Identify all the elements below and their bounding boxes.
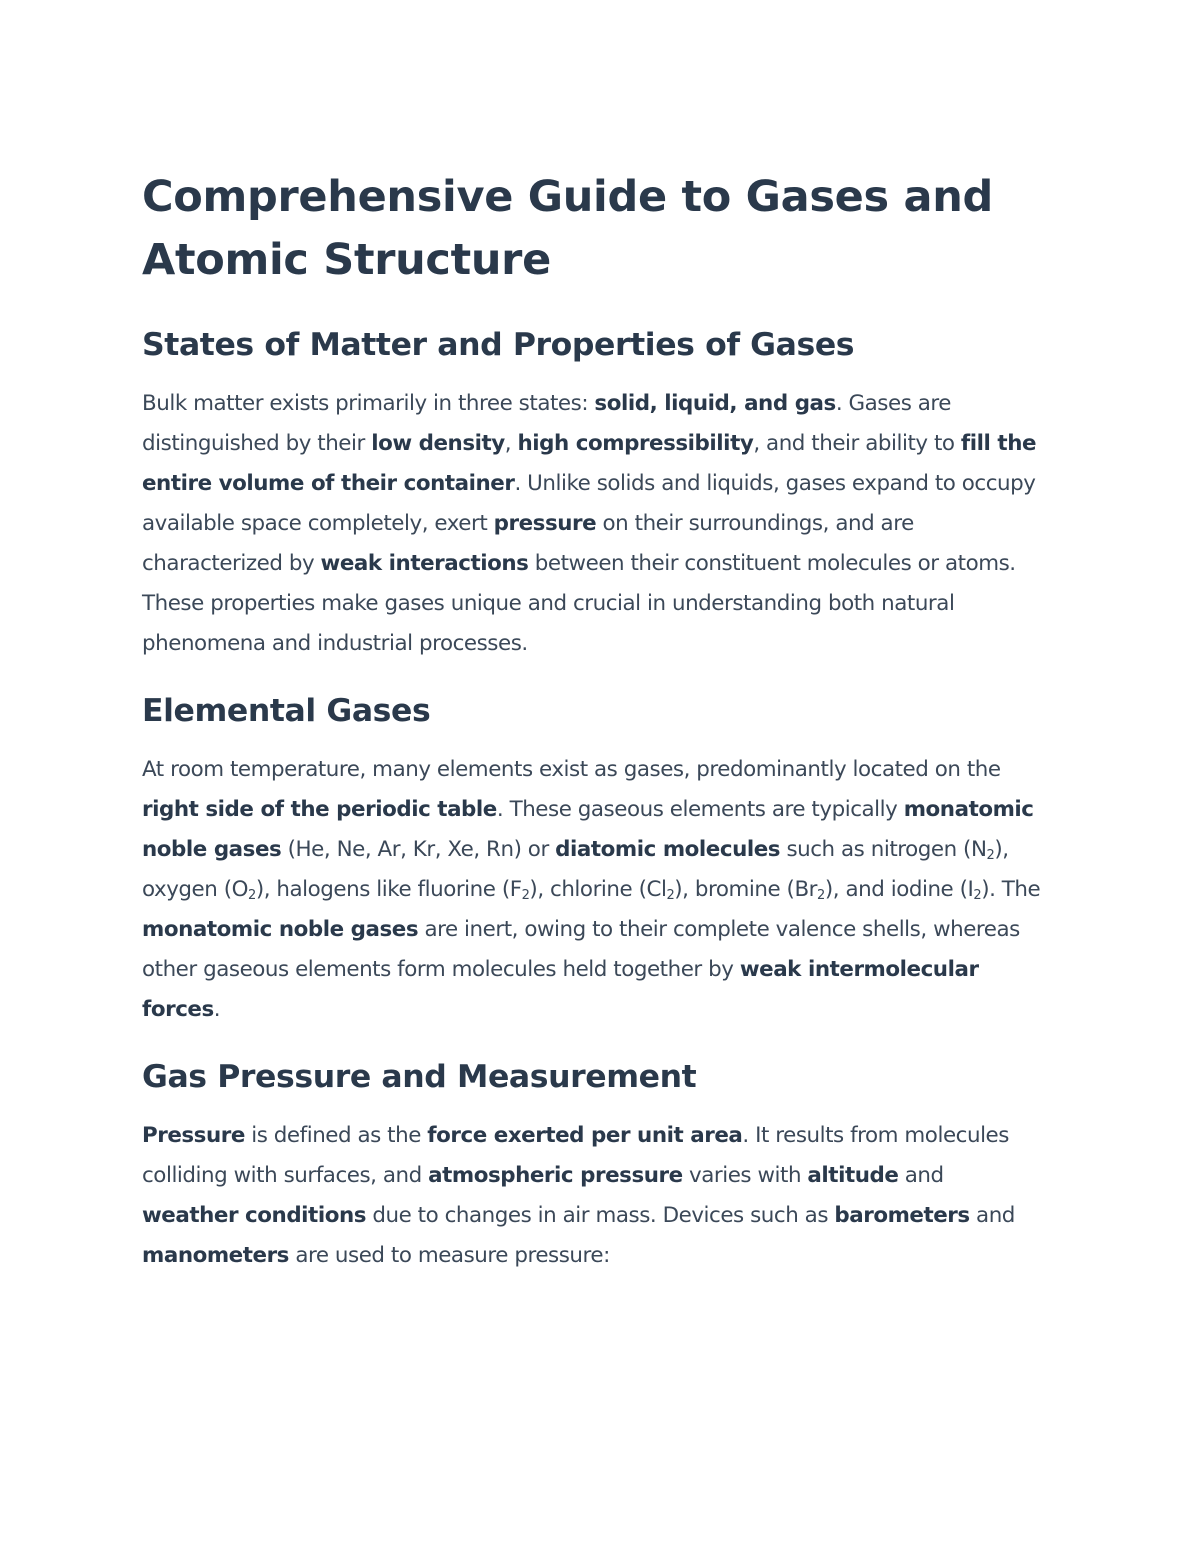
text-run: and: [969, 1203, 1015, 1228]
text-run: ), bromine (Br: [674, 877, 818, 902]
text-run: . It results from molecules colliding with surfaces, and: [142, 1123, 1009, 1188]
text-run: ), and iodine (I: [824, 877, 974, 902]
text-run: , and their ability to: [753, 431, 961, 456]
text-run: ). The: [981, 877, 1041, 902]
subscript: 2: [973, 888, 982, 903]
bold-term: weak intermolecular forces: [142, 957, 979, 1022]
bold-term: monatomic noble gases: [142, 797, 1034, 862]
section-gas-pressure: [142, 1055, 1042, 1276]
text-run: ), halogens like fluorine (F: [255, 877, 522, 902]
subscript: 2: [521, 888, 530, 903]
page-title: Comprehensive Guide to Gases and Atomic Structure: [142, 172, 994, 285]
section-elemental-gases: [142, 689, 1042, 1030]
text-run: . Unlike solids and liquids, gases expand to occupy available space completely, exert: [142, 471, 1036, 536]
bold-term: diatomic molecules: [555, 837, 781, 862]
subscript: 2: [247, 888, 256, 903]
bold-term: weather conditions: [142, 1203, 367, 1228]
text-run: and: [898, 1163, 944, 1188]
subscript: 2: [817, 888, 825, 903]
section-paragraph: [142, 750, 1042, 1030]
text-run: . These gaseous elements are typically: [496, 797, 904, 822]
subscript: 2: [666, 888, 675, 903]
section-heading: States of Matter and Properties of Gases: [142, 327, 855, 363]
text-run: due to changes in air mass. Devices such as: [366, 1203, 835, 1228]
text-run: At room temperature, many elements exist as gases, predominantly located on the: [142, 757, 1001, 782]
text-run: ), oxygen (O: [142, 837, 1009, 902]
section-heading: Gas Pressure and Measurement: [142, 1059, 697, 1095]
bold-term: weak interactions: [320, 551, 529, 576]
bold-term: barometers: [834, 1203, 970, 1228]
bold-term: Pressure: [142, 1123, 245, 1148]
text-run: such as nitrogen (N: [780, 837, 987, 862]
text-run: between their constituent molecules or atoms. These properties make gases unique and crucial in understanding both natural phenomena and industrial processes.: [142, 551, 1016, 656]
text-run: ), chlorine (Cl: [529, 877, 667, 902]
section-paragraph: [142, 1116, 1042, 1276]
text-run: on their surroundings, and are characterized by: [142, 511, 914, 576]
section-states-of-matter: [142, 323, 1042, 664]
document-page: [142, 166, 1042, 1301]
text-run: (He, Ne, Ar, Kr, Xe, Rn) or: [281, 837, 556, 862]
bold-term: manometers: [142, 1243, 289, 1268]
section-paragraph: [142, 384, 1042, 664]
text-run: .: [213, 997, 221, 1022]
bold-term: low density: [371, 431, 505, 456]
bold-term: solid, liquid, and gas: [594, 391, 836, 416]
text-run: ,: [504, 431, 518, 456]
text-run: are inert, owing to their complete valence shells, whereas other gaseous elements form molecules held together by: [142, 917, 1020, 982]
bold-term: right side of the periodic table: [142, 797, 497, 822]
bold-term: force exerted per unit area: [427, 1123, 743, 1148]
bold-term: pressure: [493, 511, 597, 536]
subscript: 2: [986, 848, 995, 863]
bold-term: atmospheric pressure: [428, 1163, 683, 1188]
bold-term: high compressibility: [517, 431, 754, 456]
text-run: are used to measure pressure:: [288, 1243, 610, 1268]
text-run: . Gases are distinguished by their: [142, 391, 952, 456]
text-run: varies with: [682, 1163, 808, 1188]
text-run: Bulk matter exists primarily in three states:: [142, 391, 595, 416]
bold-term: altitude: [807, 1163, 899, 1188]
bold-term: monatomic noble gases: [142, 917, 419, 942]
section-heading: Elemental Gases: [142, 693, 431, 729]
bold-term: fill the entire volume of their container: [142, 431, 1037, 496]
text-run: is defined as the: [244, 1123, 428, 1148]
